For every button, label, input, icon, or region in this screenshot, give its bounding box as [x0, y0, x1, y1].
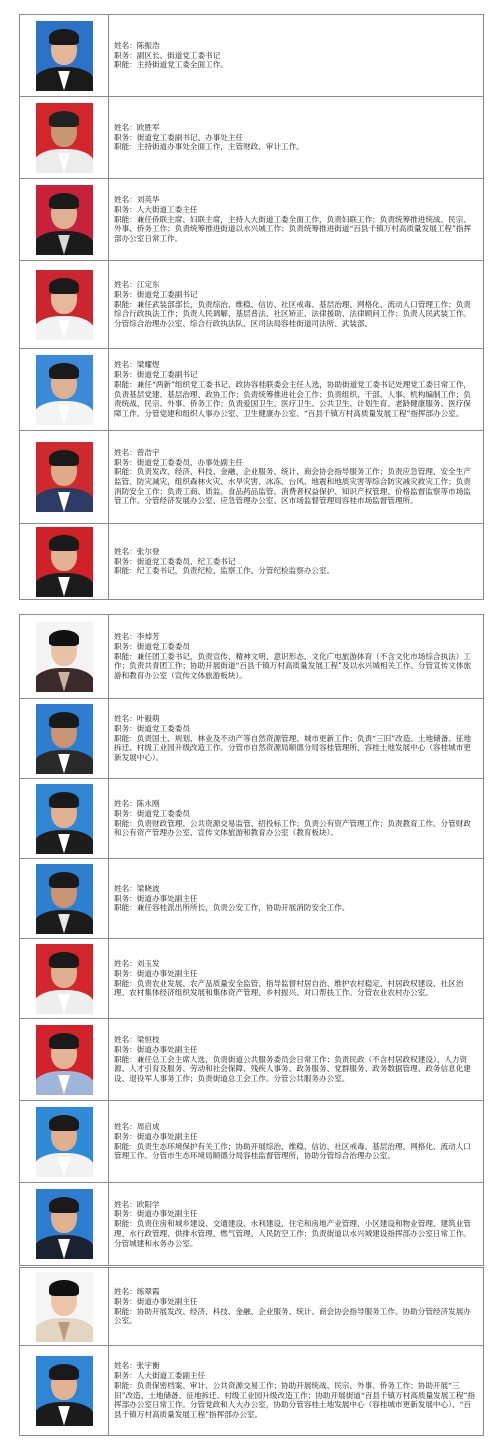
position-line — [114, 370, 475, 380]
position-value: 人大街道工委主任 — [136, 204, 198, 214]
official-photo — [36, 270, 93, 340]
official-photo — [36, 527, 93, 597]
name-line — [114, 1361, 475, 1371]
position-value: 人大街道工委副主任 — [136, 1371, 206, 1381]
position-label: 职务： — [114, 1131, 137, 1141]
photo-cell — [20, 1268, 109, 1345]
name-label: 姓名： — [114, 1287, 137, 1297]
name-line — [114, 1035, 475, 1045]
photo-hair — [49, 1280, 79, 1296]
position-value: 街道党工委委员 — [136, 641, 190, 651]
photo-cell — [20, 524, 109, 599]
position-value: 街道党工委副书记 — [136, 370, 198, 380]
name-line — [114, 884, 475, 894]
photo-cell — [20, 431, 109, 523]
position-label: 职务： — [114, 132, 137, 142]
photo-cell — [20, 1183, 109, 1265]
official-info — [109, 939, 483, 1018]
photo-hair — [49, 872, 79, 888]
name-label: 姓名： — [114, 883, 137, 893]
name-label: 姓名： — [114, 195, 137, 205]
official-photo — [36, 1107, 93, 1177]
photo-cell — [20, 859, 109, 938]
official-row — [20, 1101, 483, 1183]
duties-label: 职能： — [114, 903, 137, 913]
official-row — [20, 615, 483, 699]
position-line — [114, 133, 475, 143]
official-info — [109, 699, 483, 778]
position-line — [114, 1297, 475, 1307]
duties-value: 负责财政管理、公共资源交易监管、招投标工作；负责公有资产管理工作；负责教育工作。分管财政和公有资产管理办公室、宣传文体旅游和教育办公室（教育板块）。 — [114, 818, 471, 838]
position-value: 街道党工委委员、办事处副主任 — [136, 457, 244, 467]
duties-label: 职能： — [114, 142, 137, 152]
duties-line — [114, 380, 475, 419]
name-value: 梁恒枝 — [136, 1035, 160, 1045]
position-label: 职务： — [114, 50, 137, 60]
position-value: 街道办事处副主任 — [136, 1131, 198, 1141]
name-label: 姓名： — [114, 40, 137, 50]
official-row — [20, 699, 483, 779]
name-value: 刘英华 — [136, 195, 160, 205]
official-row — [20, 15, 483, 97]
official-info — [109, 1019, 483, 1100]
official-info — [109, 1346, 483, 1435]
photo-hair — [49, 193, 79, 209]
duties-line — [114, 1142, 475, 1161]
photo-hair — [49, 450, 79, 466]
duties-line — [114, 467, 475, 506]
position-label: 职务： — [114, 1209, 137, 1219]
official-photo — [36, 704, 93, 774]
photo-hair — [49, 1115, 79, 1131]
name-line — [114, 448, 475, 458]
official-photo — [36, 442, 93, 512]
position-label: 职务： — [114, 808, 137, 818]
official-row — [20, 1019, 483, 1101]
duties-value: 协助开展发改、经济、科技、金融、企业服务、统计、商会协会指导服务工作。协助分管经济发展办公室。 — [114, 1306, 471, 1326]
photo-cell — [20, 939, 109, 1018]
name-value: 李焯芳 — [136, 632, 160, 642]
name-value: 江定东 — [136, 280, 160, 290]
position-label: 职务： — [114, 370, 137, 380]
photo-hair — [49, 1197, 79, 1213]
duties-label: 职能： — [114, 214, 137, 224]
name-line — [114, 1122, 475, 1132]
duties-line — [114, 142, 475, 152]
position-value: 街道办事处副主任 — [136, 1044, 198, 1054]
official-row — [20, 1346, 483, 1435]
name-line — [114, 123, 475, 133]
name-value: 欧胜军 — [136, 122, 160, 132]
duties-label: 职能： — [114, 733, 137, 743]
position-value: 街道党工委委员、纪工委书记 — [136, 556, 236, 566]
photo-hair — [49, 792, 79, 808]
official-info — [109, 261, 483, 348]
photo-cell — [20, 261, 109, 348]
duties-value: 负责住房和城乡建设、交通建设、水利建设，住宅和房地产业管理、小区建设和物业管理、建筑业管理、水行政管理、供排水管理、燃气管理、人民防空工作；负责街道以水兴城建设指挥部办公室日常工作。分管城建和水务办公室。 — [114, 1219, 471, 1248]
photo-hair — [49, 952, 79, 968]
official-info — [109, 1183, 483, 1265]
name-line — [114, 547, 475, 557]
official-photo — [36, 944, 93, 1014]
name-value: 张尔登 — [136, 546, 160, 556]
duties-label: 职能： — [114, 1219, 137, 1229]
duties-label: 职能： — [114, 566, 137, 576]
position-label: 职务： — [114, 457, 137, 467]
photo-cell — [20, 615, 109, 698]
official-photo — [36, 1356, 93, 1426]
official-info — [109, 179, 483, 260]
official-info — [109, 15, 483, 96]
name-label: 姓名： — [114, 1199, 137, 1209]
photo-cell — [20, 15, 109, 96]
position-label: 职务： — [114, 1371, 137, 1381]
name-value: 欧阳学 — [136, 1199, 160, 1209]
name-value: 曾浩宇 — [136, 447, 160, 457]
duties-value: 主持街道党工委全面工作。 — [136, 60, 228, 70]
officials-table-2 — [19, 614, 484, 1266]
name-label: 姓名： — [114, 1122, 137, 1132]
name-line — [114, 714, 475, 724]
official-photo — [36, 355, 93, 425]
official-row — [20, 431, 483, 524]
position-line — [114, 642, 475, 652]
duties-label: 职能： — [114, 1306, 137, 1316]
name-line — [114, 1287, 475, 1297]
position-label: 职务： — [114, 1044, 137, 1054]
duties-value: 负责保密档案、审计、公共资源交易工作；协助开展统战、民宗、外事、侨务工作；协助开展“三旧”改造、土地储备、征地拆迁、村级工业园升级改造工作；协助开展街道“百县千镇万村高质量发展工程”指挥部办公室日常工作。分管党政和人大办公室，协助分管容桂土地发展中心（容桂城市更新发展中心）、“百县千镇万村高质量发展工程”指挥部办公室。 — [114, 1380, 475, 1419]
position-line — [114, 557, 475, 567]
position-line — [114, 1209, 475, 1219]
duties-line — [114, 1381, 475, 1420]
position-label: 职务： — [114, 289, 137, 299]
name-label: 姓名： — [114, 632, 137, 642]
name-line — [114, 959, 475, 969]
name-value: 叶毅萌 — [136, 714, 160, 724]
duties-label: 职能： — [114, 651, 137, 661]
duties-label: 职能： — [114, 1141, 137, 1151]
position-value: 街道党工委副书记、办事处主任 — [136, 132, 244, 142]
photo-hair — [49, 1364, 79, 1380]
duties-line — [114, 215, 475, 244]
official-row — [20, 524, 483, 599]
name-line — [114, 280, 475, 290]
photo-hair — [49, 29, 79, 45]
duties-line — [114, 60, 475, 70]
name-label: 姓名： — [114, 122, 137, 132]
duties-value: 兼任武装部部长，负责综治、维稳、信访、社区戒毒、基层治理、网格化、流动人口管理工作；负责综合行政执法工作；负责人民调解、基层普法、社区矫正、法律援助、法律顾问工作；负责人民武装工作。分管综合治理办公室、综合行政执法队、区司法局容桂街道司法所、武装部。 — [114, 299, 471, 329]
official-photo — [36, 864, 93, 934]
name-label: 姓名： — [114, 959, 137, 969]
official-photo — [36, 185, 93, 255]
duties-line — [114, 300, 475, 329]
duties-line — [114, 652, 475, 681]
duties-value: 负责发改、经济、科技、金融、企业服务、统计、商会协会指导服务工作；负责应急管理、安全生产监管、防灾减灾，组织森林火灾、水旱灾害、冰冻、台风、地震和地质灾害等综合防灾减灾救灾工作；负责消防安全工作；负责工商、质监、食品药品监管、消费者权益保护、知识产权管理、价格监督监察等市场监管工作。分管经济发展办公室、应急管理办公室、区市场监督管理局容桂市场监督管理所。 — [114, 467, 471, 506]
official-photo — [36, 1025, 93, 1095]
photo-cell — [20, 97, 109, 178]
position-value: 街道办事处副主任 — [136, 968, 198, 978]
name-value: 张宇衡 — [136, 1361, 160, 1371]
official-info — [109, 779, 483, 858]
name-value: 周启成 — [136, 1122, 160, 1132]
official-info — [109, 615, 483, 698]
duties-value: 负责生态环境保护有关工作；协助开展综治、维稳、信访、社区戒毒、基层治理、网格化、流动人口管理工作。分管市生态环境局顺德分局容桂监督管理所，协助分管综合治理办公室。 — [114, 1141, 471, 1161]
position-value: 副区长、街道党工委书记 — [136, 50, 221, 60]
duties-label: 职能： — [114, 379, 137, 389]
duties-value: 主持街道办事处全面工作，主管财政、审计工作。 — [136, 142, 304, 152]
duties-line — [114, 1055, 475, 1084]
position-value: 街道办事处副主任 — [136, 893, 198, 903]
name-value: 梁晓波 — [136, 883, 160, 893]
official-info — [109, 431, 483, 523]
official-row — [20, 1268, 483, 1346]
position-value: 街道办事处副主任 — [136, 1296, 198, 1306]
duties-line — [114, 819, 475, 838]
position-line — [114, 205, 475, 215]
photo-cell — [20, 1101, 109, 1182]
name-line — [114, 360, 475, 370]
duties-label: 职能： — [114, 1380, 137, 1390]
name-label: 姓名： — [114, 280, 137, 290]
official-info — [109, 524, 483, 599]
duties-line — [114, 1307, 475, 1326]
photo-hair — [49, 630, 79, 646]
duties-line — [114, 566, 475, 576]
position-line — [114, 969, 475, 979]
official-row — [20, 779, 483, 859]
photo-cell — [20, 179, 109, 260]
position-value: 街道党工委委员 — [136, 723, 190, 733]
official-info — [109, 1101, 483, 1182]
position-line — [114, 1371, 475, 1381]
official-photo — [36, 784, 93, 854]
duties-line — [114, 734, 475, 763]
official-row — [20, 939, 483, 1019]
official-row — [20, 97, 483, 179]
position-label: 职务： — [114, 968, 137, 978]
duties-label: 职能： — [114, 299, 137, 309]
photo-cell — [20, 779, 109, 858]
officials-table-3 — [19, 1267, 484, 1436]
name-value: 刘玉发 — [136, 959, 160, 969]
name-line — [114, 799, 475, 809]
position-line — [114, 290, 475, 300]
duties-label: 职能： — [114, 60, 137, 70]
position-line — [114, 724, 475, 734]
photo-cell — [20, 1346, 109, 1435]
name-value: 练翠霞 — [136, 1287, 160, 1297]
position-label: 职务： — [114, 556, 137, 566]
photo-hair — [49, 278, 79, 294]
name-label: 姓名： — [114, 1035, 137, 1045]
position-label: 职务： — [114, 723, 137, 733]
photo-hair — [49, 535, 79, 551]
name-line — [114, 41, 475, 51]
duties-label: 职能： — [114, 1054, 137, 1064]
position-label: 职务： — [114, 641, 137, 651]
position-line — [114, 1045, 475, 1055]
duties-value: 兼任总工会主席人选，负责街道公共服务委员会日常工作；负责民政（不含村居政权建设）、人力资源、人才引育及服务、劳动和社会保障、残疾人事务、政务服务、党群服务、政务数据管理、政务信息化建设、退役军人事务工作；负责街道总工会工作。分管公共服务办公室。 — [114, 1054, 471, 1084]
photo-hair — [49, 1033, 79, 1049]
official-info — [109, 97, 483, 178]
photo-hair — [49, 712, 79, 728]
name-label: 姓名： — [114, 799, 137, 809]
photo-cell — [20, 1019, 109, 1100]
position-value: 街道党工委副书记 — [136, 289, 198, 299]
duties-label: 职能： — [114, 818, 137, 828]
duties-value: 兼任容桂派出所所长，负责公安工作，协助开展消防安全工作。 — [136, 903, 350, 913]
duties-value: 兼任“两新”组织党工委书记、政协容桂联委会主任人选，协助街道党工委书记处理党工委日常工作，负责基层党建、基层治理、政协工作；负责统筹推进社会工作；负责组织、干部、人事、机构编制工作；负责统战、民宗、外事、侨务工作；负责爱国卫生、医疗卫生、公共卫生、计划生育、老龄健康服务、医疗保障工作。分管党建和组织人事办公室、卫生健康办公室、“百县千镇万村高质量发展工程”指挥部办公室。 — [114, 379, 472, 418]
duties-line — [114, 979, 475, 998]
duties-line — [114, 1219, 475, 1248]
name-label: 姓名： — [114, 1361, 137, 1371]
photo-cell — [20, 699, 109, 778]
name-value: 梁耀煜 — [136, 360, 160, 370]
duties-line — [114, 903, 475, 913]
duties-label: 职能： — [114, 978, 137, 988]
official-photo — [36, 1189, 93, 1259]
photo-hair — [49, 111, 79, 127]
name-label: 姓名： — [114, 714, 137, 724]
official-row — [20, 179, 483, 261]
name-line — [114, 1200, 475, 1210]
duties-value: 兼任团工委书记，负责宣传、精神文明、意识形态、文化广电旅游体育（不含文化市场综合执法）工作；负责共青团工作；协助开展街道“百县千镇万村高质量发展工程”及以水兴城相关工作。分管宣传文体旅游和教育办公室（宣传文体旅游板块）。 — [114, 651, 472, 681]
duties-label: 职能： — [114, 467, 137, 477]
officials-table-1 — [19, 14, 484, 600]
position-line — [114, 894, 475, 904]
position-value: 街道党工委委员 — [136, 808, 190, 818]
name-line — [114, 195, 475, 205]
name-line — [114, 632, 475, 642]
position-label: 职务： — [114, 893, 137, 903]
duties-value: 负责国土、规划、林业及不动产等自然资源管理、城市更新工作；负责“三旧”改造、土地储备、征地拆迁、村级工业园升级改造工作。分管市自然资源局顺德分局容桂管理所、容桂土地发展中心（容桂城市更新发展中心）。 — [114, 733, 472, 763]
name-value: 陈永刚 — [136, 799, 160, 809]
official-photo — [36, 622, 93, 692]
position-line — [114, 809, 475, 819]
position-line — [114, 1132, 475, 1142]
official-info — [109, 349, 483, 430]
official-photo — [36, 21, 93, 91]
position-value: 街道办事处副主任 — [136, 1209, 198, 1219]
position-label: 职务： — [114, 1296, 137, 1306]
official-row — [20, 349, 483, 431]
official-info — [109, 1268, 483, 1345]
position-label: 职务： — [114, 204, 137, 214]
name-label: 姓名： — [114, 546, 137, 556]
duties-value: 纪工委书记，负责纪检、监察工作。分管纪检监察办公室。 — [136, 566, 335, 576]
duties-value: 兼任侨联主席、妇联主席，主持人大街道工委全面工作，负责妇联工作；负责统筹推进统战、民宗、外事、侨务工作；负责统筹推进街道以水兴城工作；负责统筹推进街道“百县千镇万村高质量发展工程”指挥部办公室日常工作。 — [114, 214, 472, 244]
official-info — [109, 859, 483, 938]
name-value: 陈振浩 — [136, 40, 160, 50]
duties-value: 负责农业发展、农产品质量安全监管、指导监督村居自治、维护农村稳定、村居政权建设、社区治理、农村集体经济组织发展和集体资产管理、乡村振兴、对口帮扶工作。分管农业农村办公室。 — [114, 978, 464, 998]
position-line — [114, 458, 475, 468]
official-photo — [36, 1272, 93, 1342]
official-row — [20, 859, 483, 939]
official-row — [20, 261, 483, 349]
official-photo — [36, 103, 93, 173]
name-label: 姓名： — [114, 360, 137, 370]
position-line — [114, 51, 475, 61]
photo-cell — [20, 349, 109, 430]
name-label: 姓名： — [114, 447, 137, 457]
official-row — [20, 1183, 483, 1265]
photo-hair — [49, 363, 79, 379]
